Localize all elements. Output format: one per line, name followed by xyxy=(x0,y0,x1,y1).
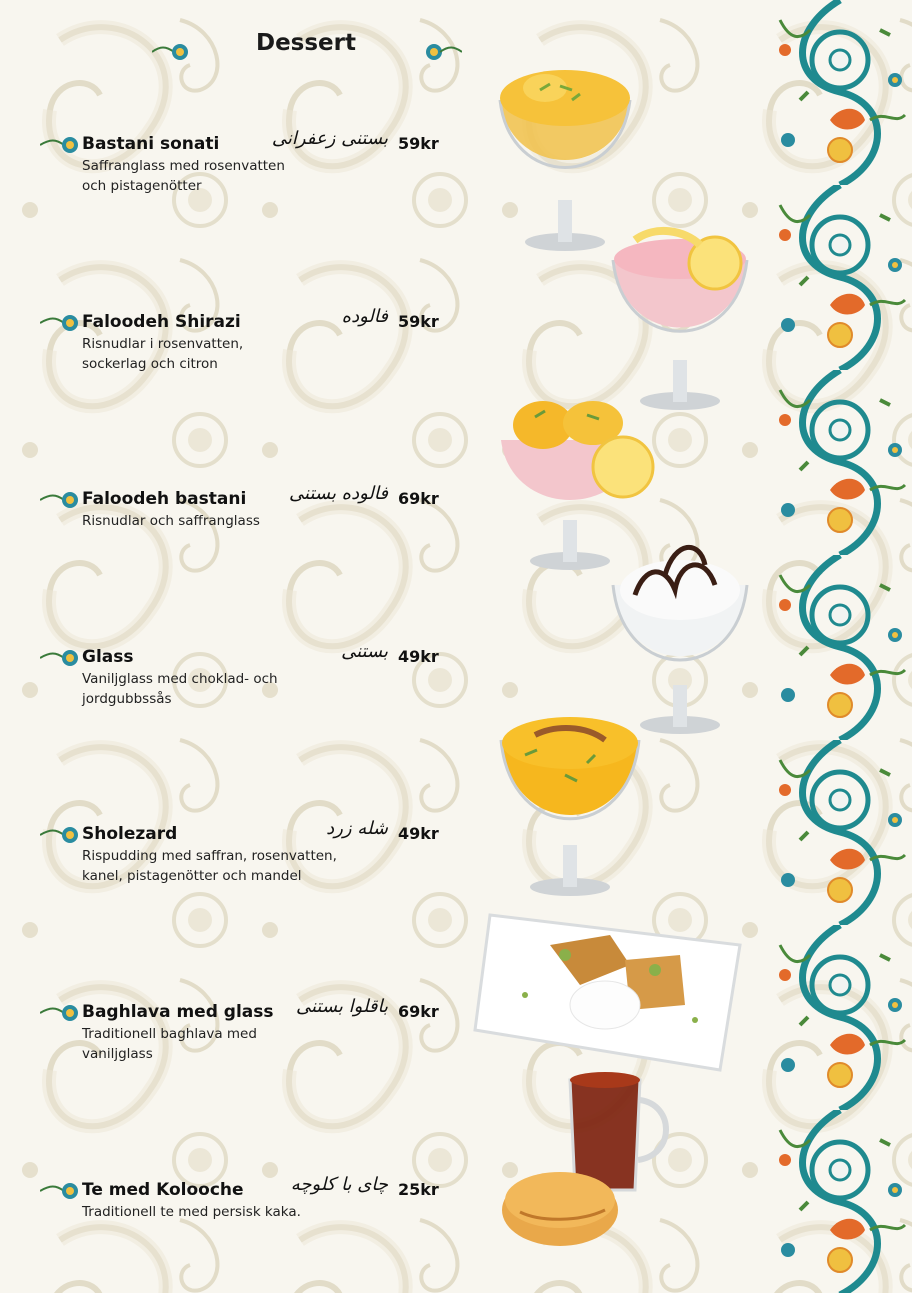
baghlava-photo xyxy=(470,905,760,1075)
flower-ornament-icon xyxy=(40,312,82,334)
item-persian-name: چای با کلوچه xyxy=(290,1174,388,1195)
item-name: Glass xyxy=(82,647,134,667)
item-price: 49kr xyxy=(398,824,439,843)
menu-item xyxy=(40,1174,440,1260)
item-price: 49kr xyxy=(398,647,439,666)
item-persian-name: فالوده xyxy=(341,306,388,327)
item-name: Sholezard xyxy=(82,824,178,844)
item-name: Bastani sonati xyxy=(82,134,220,154)
item-description: Risnudlar i rosenvatten, sockerlag och citron xyxy=(82,336,244,372)
item-name: Te med Kolooche xyxy=(82,1180,244,1200)
menu-item xyxy=(40,996,440,1082)
faloodeh-shirazi-photo xyxy=(605,225,755,415)
item-price: 69kr xyxy=(398,489,439,508)
menu-item xyxy=(40,483,440,569)
menu-item xyxy=(40,128,440,214)
flower-ornament-icon xyxy=(40,647,82,669)
item-persian-name: شله زرد xyxy=(326,818,388,839)
item-price: 69kr xyxy=(398,1002,439,1021)
item-description: Risnudlar och saffranglass xyxy=(82,513,260,529)
item-price: 25kr xyxy=(398,1180,439,1199)
item-price: 59kr xyxy=(398,312,439,331)
flower-ornament-icon xyxy=(40,824,82,846)
menu-item xyxy=(40,306,440,392)
menu-item xyxy=(40,641,440,727)
flower-ornament-icon xyxy=(40,1002,82,1024)
item-price: 59kr xyxy=(398,134,439,153)
item-description: Saffranglass med rosenvatten och pistagenötter xyxy=(82,158,285,194)
item-persian-name: باقلوا بستنی xyxy=(295,996,388,1017)
item-description: Rispudding med saffran, rosenvatten, kanel, pistagenötter och mandel xyxy=(82,848,337,884)
flower-ornament-icon xyxy=(40,1180,82,1202)
title-flourish-left-icon xyxy=(152,40,194,64)
item-persian-name: بستنی زعفرانی xyxy=(271,128,388,149)
item-description: Traditionell baghlava med vaniljglass xyxy=(82,1026,257,1062)
tea-and-kolooche-photo xyxy=(500,1060,690,1255)
item-name: Baghlava med glass xyxy=(82,1002,274,1022)
flower-ornament-icon xyxy=(40,489,82,511)
item-name: Faloodeh bastani xyxy=(82,489,247,509)
item-name: Faloodeh Shirazi xyxy=(82,312,241,332)
flower-ornament-icon xyxy=(40,134,82,156)
page-title: Dessert xyxy=(255,30,356,56)
sholezard-photo xyxy=(495,705,645,900)
item-persian-name: فالوده بستنی xyxy=(289,483,388,504)
item-description: Traditionell te med persisk kaka. xyxy=(82,1204,301,1220)
item-description: Vaniljglass med choklad- och jordgubbssås xyxy=(82,671,278,707)
menu-item xyxy=(40,818,440,904)
title-flourish-right-icon xyxy=(420,40,462,64)
item-persian-name: بستنی xyxy=(341,641,388,662)
floral-border xyxy=(770,0,912,1293)
